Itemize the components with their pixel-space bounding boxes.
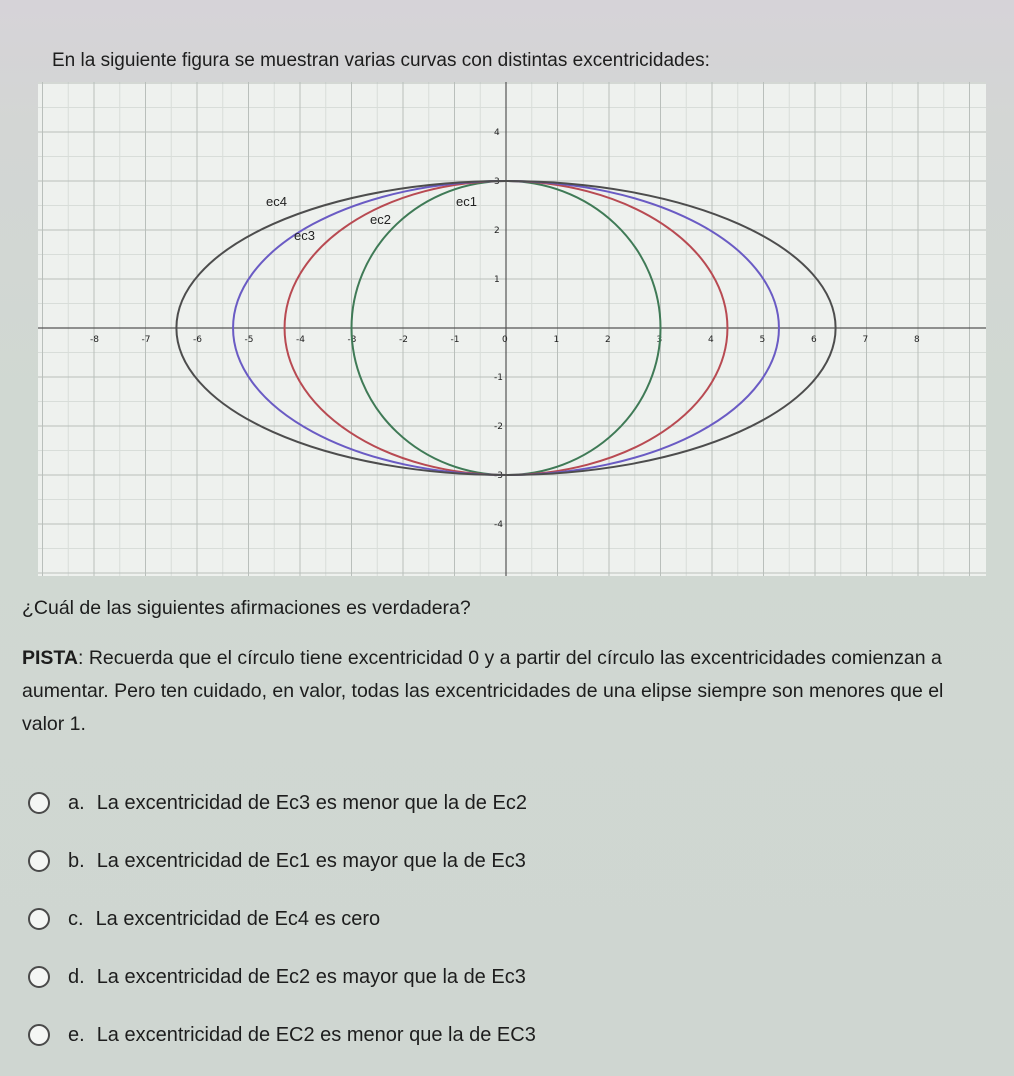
option-text: La excentricidad de Ec1 es mayor que la de Ec3 — [96, 849, 526, 872]
y-tick-label: -4 — [494, 520, 503, 530]
y-tick-label: 4 — [494, 128, 500, 138]
y-tick-label: -3 — [494, 471, 503, 481]
y-tick-label: 3 — [494, 177, 500, 187]
question-text: ¿Cuál de las siguientes afirmaciones es verdadera? — [22, 597, 471, 619]
option-d[interactable] — [22, 960, 922, 994]
x-tick-label: -5 — [244, 335, 254, 345]
hint-text — [22, 642, 982, 741]
option-text: La excentricidad de EC2 es menor que la de EC3 — [96, 1023, 536, 1046]
option-text: La excentricidad de Ec4 es cero — [95, 907, 381, 930]
x-tick-label: -2 — [399, 335, 408, 345]
x-tick-label: 0 — [502, 335, 508, 345]
radio-button[interactable] — [28, 966, 50, 988]
x-tick-label: 3 — [656, 335, 663, 345]
option-letter: a. — [68, 791, 85, 814]
option-letter: c. — [68, 907, 84, 930]
ellipse-graph — [38, 82, 986, 576]
x-tick-label: 2 — [605, 335, 611, 345]
x-tick-label: 5 — [759, 335, 766, 345]
x-tick-label: -6 — [193, 335, 202, 345]
curve-label-ec1: ec1 — [456, 194, 477, 209]
x-tick-label: 8 — [914, 335, 920, 345]
y-tick-label: 1 — [494, 275, 500, 285]
y-tick-label: 2 — [494, 226, 500, 236]
option-letter: b. — [68, 849, 85, 872]
x-tick-label: 6 — [811, 335, 817, 345]
hint-label: PISTA — [22, 647, 78, 669]
intro-text: En la siguiente figura se muestran varias curvas con distintas excentricidades: — [52, 50, 710, 71]
curve-label-ec4: ec4 — [266, 194, 287, 209]
y-tick-label: -1 — [494, 373, 503, 383]
option-e[interactable] — [22, 1018, 922, 1052]
option-text: La excentricidad de Ec2 es mayor que la de Ec3 — [96, 965, 526, 988]
x-tick-label: 7 — [862, 335, 869, 345]
curve-label-ec3: ec3 — [294, 228, 315, 243]
option-b[interactable] — [22, 844, 922, 878]
x-tick-label: -3 — [347, 335, 357, 345]
x-tick-label: -4 — [296, 335, 305, 345]
hint-body: : Recuerda que el círculo tiene excentricidad 0 y a partir del círculo las excentricidades comienzan a aumentar. Pero ten cuidado, en valor, todas las excentricidades de una elipse siempre son menores que el valor 1. — [22, 647, 944, 735]
y-tick-label: -2 — [494, 422, 503, 432]
radio-button[interactable] — [28, 850, 50, 872]
option-c[interactable] — [22, 902, 922, 936]
option-a[interactable] — [22, 786, 922, 820]
radio-button[interactable] — [28, 792, 50, 814]
x-tick-label: -8 — [90, 335, 99, 345]
option-text: La excentricidad de Ec3 es menor que la de Ec2 — [96, 791, 527, 814]
option-letter: e. — [68, 1023, 85, 1046]
x-tick-label: 4 — [708, 335, 714, 345]
radio-button[interactable] — [28, 908, 50, 930]
radio-button[interactable] — [28, 1024, 50, 1046]
ellipse-figure — [38, 82, 986, 576]
x-tick-label: -7 — [141, 335, 151, 345]
x-tick-label: 1 — [553, 335, 560, 345]
curve-label-ec2: ec2 — [370, 212, 391, 227]
option-letter: d. — [68, 965, 85, 988]
x-tick-label: -1 — [450, 335, 460, 345]
